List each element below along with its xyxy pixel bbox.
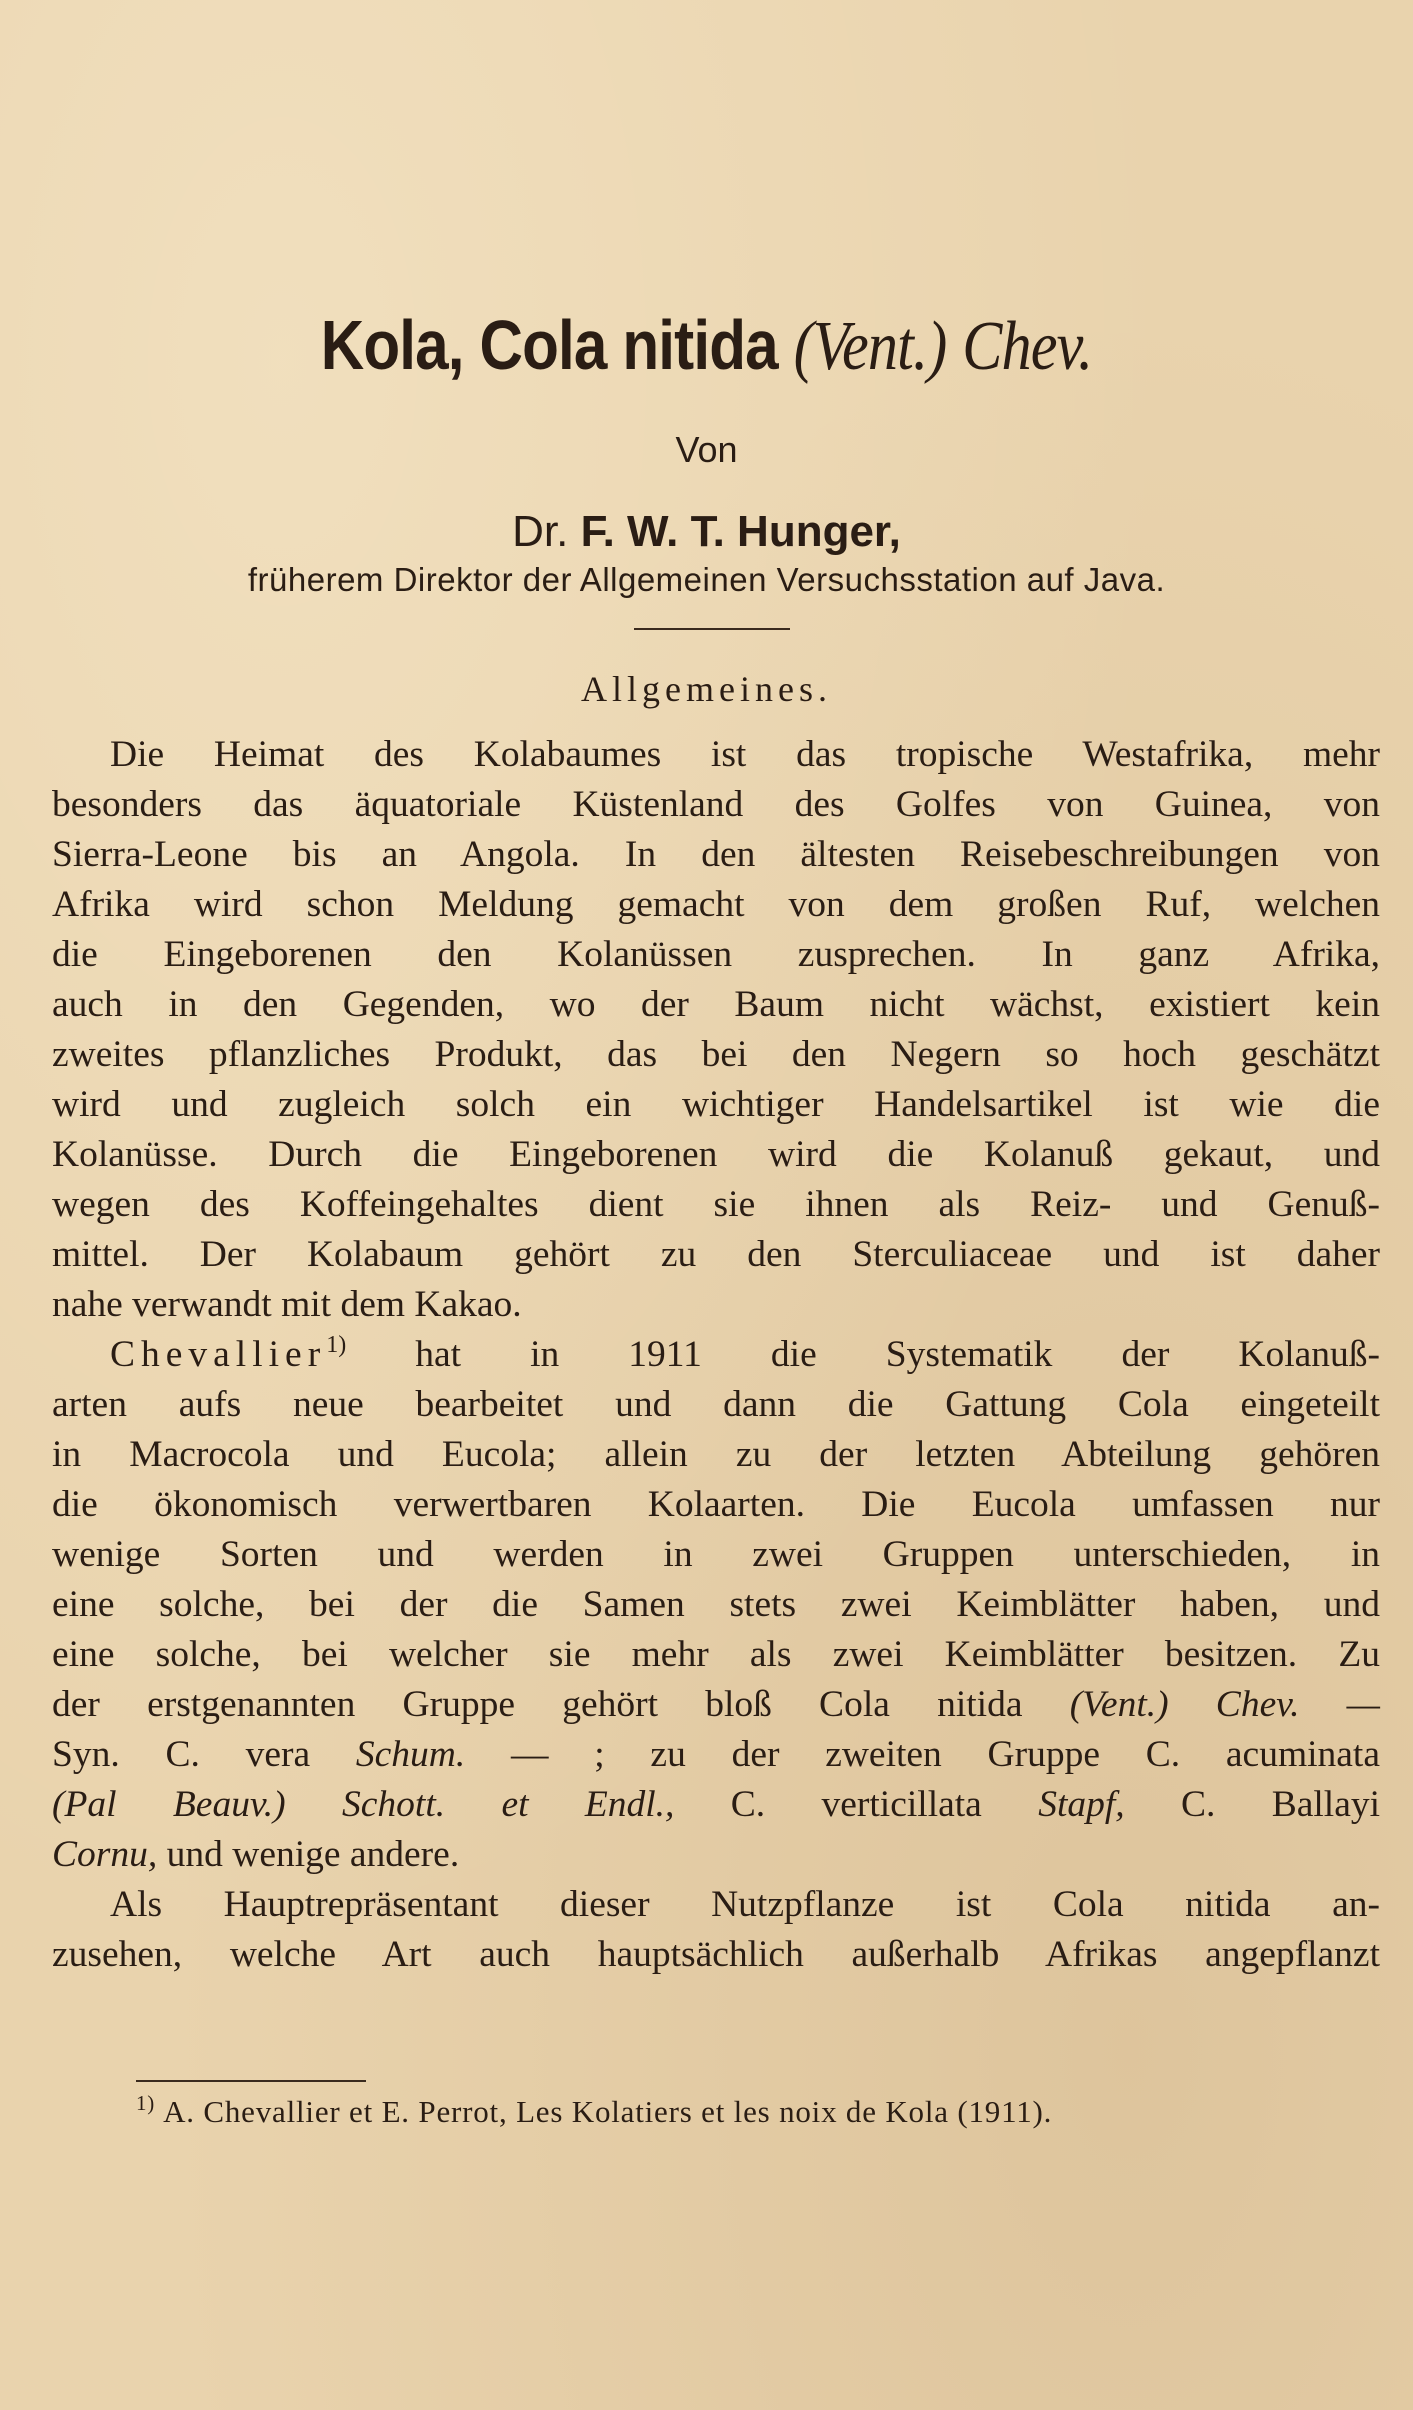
footnote-text: A. Chevallier et E. Perrot, Les Kolatiers et les noix de Kola (1911). (163, 2094, 1053, 2129)
footnote-mark: 1) (136, 2091, 156, 2115)
text-line: nahe verwandt mit dem Kakao. (52, 1284, 522, 1325)
section-heading: Allgemeines. (581, 669, 832, 709)
footnote-divider (136, 2080, 366, 2082)
text-line: Die Heimat des Kolabaumes ist das tropische Westafrika, mehr (110, 734, 1380, 775)
header-divider (634, 628, 790, 630)
body-text (52, 730, 1380, 1980)
title-authority: Chev. (962, 308, 1093, 385)
text-line: arten aufs neue bearbeitet und dann die Gattung Cola eingeteilt (52, 1384, 1380, 1425)
text-line: zusehen, welche Art auch hauptsächlich außerhalb Afrikas angepflanzt (52, 1934, 1380, 1975)
author-name: F. W. T. Hunger, (580, 507, 901, 556)
author-affiliation: früherem Direktor der Allgemeinen Versuchsstation auf Java. (247, 561, 1166, 598)
footnote-reference: 1) (326, 1332, 347, 1358)
text-line: auch in den Gegenden, wo der Baum nicht wächst, existiert kein (52, 984, 1380, 1025)
text-line: Afrika wird schon Meldung gemacht von dem großen Ruf, welchen (52, 884, 1380, 925)
text-line: besonders das äquatoriale Küstenland des Golfes von Guinea, von (52, 784, 1380, 825)
text-line: eine solche, bei der die Samen stets zwei Keimblätter haben, und (52, 1584, 1380, 1625)
text-line: wenige Sorten und werden in zwei Gruppen unterschieden, in (52, 1534, 1380, 1575)
text-line: Kolanüsse. Durch die Eingeborenen wird die Kolanuß gekaut, und (52, 1134, 1380, 1175)
title-main: Kola, Cola nitida (320, 306, 778, 384)
author-line (0, 505, 1413, 559)
text-line: die Eingeborenen den Kolanüssen zusprechen. In ganz Afrika, (52, 934, 1380, 975)
text-line: Cornu, und wenige andere. (52, 1834, 460, 1875)
text-line: wird und zugleich solch ein wichtiger Handelsartikel ist wie die (52, 1084, 1380, 1125)
author-prefix: Dr. (512, 507, 569, 556)
article-title (99, 300, 1314, 392)
footnote (136, 2090, 1376, 2134)
text-line: Syn. C. vera Schum. — ; zu der zweiten Gruppe C. acuminata (52, 1734, 1380, 1775)
text-line: Chevallier$^{1)}$ hat in 1911 die Systematik der Kolanuß- (110, 1332, 1380, 1375)
text-line: mittel. Der Kolabaum gehört zu den Sterculiaceae und ist daher (52, 1234, 1380, 1275)
text-line: in Macrocola und Eucola; allein zu der letzten Abteilung gehören (52, 1434, 1380, 1475)
spaced-author-name: Chevallier (110, 1334, 327, 1375)
title-authority-paren: (Vent.) (793, 308, 947, 385)
text-line: Als Hauptrepräsentant dieser Nutzpflanze ist Cola nitida an- (110, 1884, 1380, 1925)
von-label: Von (675, 429, 738, 470)
text-line: (Pal Beauv.) Schott. et Endl., C. verticillata Stapf, C. Ballayi (52, 1784, 1381, 1825)
text-line: wegen des Koffeingehaltes dient sie ihnen als Reiz- und Genuß- (52, 1184, 1380, 1225)
text-line: Sierra-Leone bis an Angola. In den ältesten Reisebeschreibungen von (52, 834, 1380, 875)
text-line: zweites pflanzliches Produkt, das bei den Negern so hoch geschätzt (52, 1034, 1380, 1075)
text-line: der erstgenannten Gruppe gehört bloß Cola nitida (Vent.) Chev. — (52, 1684, 1380, 1725)
text-line: eine solche, bei welcher sie mehr als zwei Keimblätter besitzen. Zu (52, 1634, 1380, 1675)
text-line: die ökonomisch verwertbaren Kolaarten. Die Eucola umfassen nur (52, 1484, 1380, 1525)
